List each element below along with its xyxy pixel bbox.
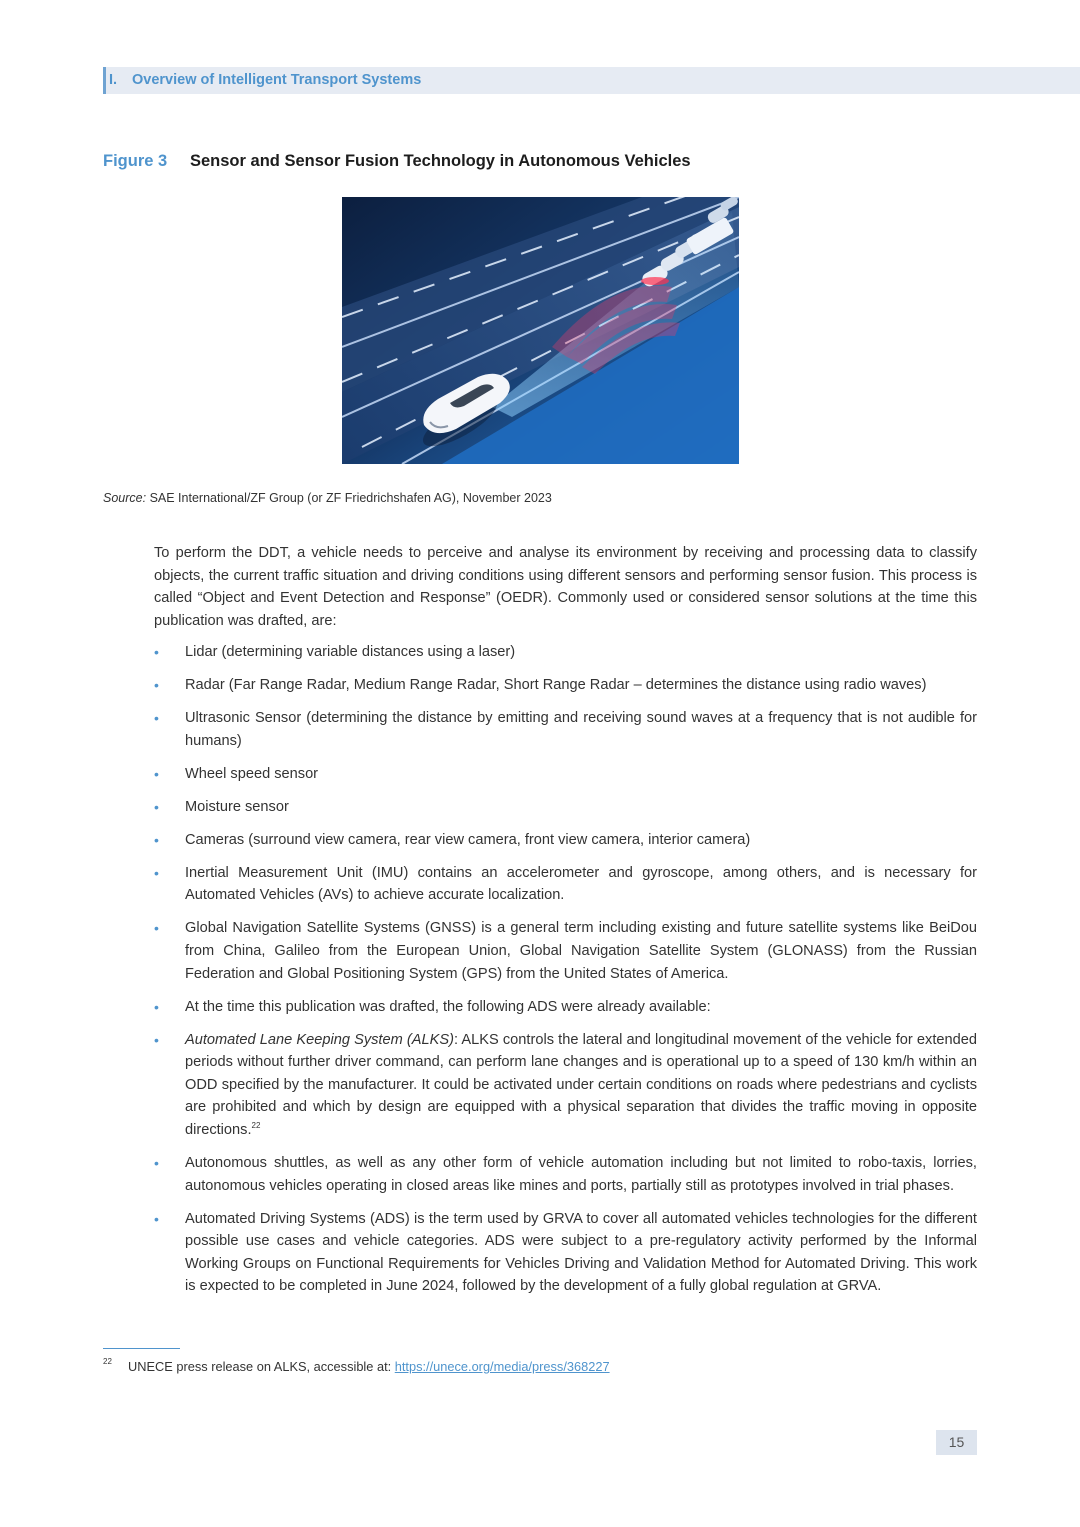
list-item — [154, 763, 977, 786]
list-item — [154, 829, 977, 852]
footnote-link[interactable]: https://unece.org/media/press/368227 — [394, 1359, 610, 1374]
alks-term: Automated Lane Keeping System (ALKS) — [185, 1031, 454, 1048]
footnote-text — [128, 1359, 610, 1374]
figure-image — [342, 197, 739, 464]
list-item-text: Cameras (surround view camera, rear view camera, front view camera, interior camera) — [185, 831, 751, 848]
bullet-icon: • — [154, 1210, 159, 1227]
list-item — [154, 641, 977, 664]
figure-title: Sensor and Sensor Fusion Technology in Autonomous Vehicles — [190, 152, 691, 170]
footnote-ref[interactable]: 22 — [251, 1121, 261, 1131]
bullet-icon: • — [154, 920, 159, 937]
footnote-body: UNECE press release on ALKS, accessible at: — [128, 1359, 395, 1374]
list-item-text: Global Navigation Satellite Systems (GNSS) is a general term including existing and future satellite systems like BeiDou from China, Galileo from the European Union, Global Navigation Satellite System (GLONASS) from the Russian Federation and Global Positioning System (GPS) from the United States of America. — [185, 920, 977, 982]
bullet-icon: • — [154, 677, 159, 694]
header-accent-bar — [103, 67, 106, 94]
list-item — [154, 1208, 977, 1298]
section-header — [103, 67, 1080, 94]
bullet-icon: • — [154, 644, 159, 661]
list-item — [154, 917, 977, 985]
list-item — [154, 674, 977, 697]
alks-text: : ALKS controls the lateral and longitudinal movement of the vehicle for extended periods without further driver command, can perform lane changes and is operational up to a speed of 130 km/h within an ODD specified by the manufacturer. It could be activated under certain conditions on roads where pedestrians and cyclists are prohibited and which by design are equipped with a physical separation that divides the traffic moving in opposite directions. — [185, 1031, 977, 1138]
list-item-text: Radar (Far Range Radar, Medium Range Radar, Short Range Radar – determines the distance using radio waves) — [185, 677, 927, 694]
bullet-icon: • — [154, 998, 159, 1015]
body-text — [154, 542, 977, 1308]
list-item-text: Wheel speed sensor — [185, 765, 319, 782]
intro-paragraph: To perform the DDT, a vehicle needs to perceive and analyse its environment by receiving and processing data to classify objects, the current traffic situation and driving conditions using different sensors and performing sensor fusion. This process is called “Object and Event Detection and Response” (OEDR). Commonly used or considered sensor solutions at the time this publication was drafted, are: — [154, 545, 977, 629]
bullet-icon: • — [154, 710, 159, 727]
bullet-icon: • — [154, 1154, 159, 1171]
list-item-text: Autonomous shuttles, as well as any other form of vehicle automation including but not limited to robo-taxis, lorries, autonomous vehicles operating in closed areas like mines and ports, partially still as prototypes involved in trial phases. — [185, 1154, 977, 1194]
list-item-text: Inertial Measurement Unit (IMU) contains an accelerometer and gyroscope, among others, and is necessary for Automated Vehicles (AVs) to achieve accurate localization. — [185, 864, 977, 904]
page-number-box — [936, 1430, 977, 1455]
list-item-text: Lidar (determining variable distances using a laser) — [185, 644, 516, 661]
list-item-text: Moisture sensor — [185, 798, 289, 815]
list-item — [154, 1029, 977, 1142]
footnote-divider — [103, 1348, 180, 1349]
list-item-text: Automated Driving Systems (ADS) is the term used by GRVA to cover all automated vehicles technologies for the different possible use cases and vehicle categories. ADS were subject to a pre-regulatory activity performed by the Informal Working Groups on Functional Requirements for Vehicles Driving and Validation Method for Automated Driving. This work is expected to be completed in June 2024, followed by the development of a fully global regulation at GRVA. — [185, 1210, 977, 1295]
figure-source — [103, 491, 552, 505]
list-item — [154, 796, 977, 819]
list-item-text: Ultrasonic Sensor (determining the distance by emitting and receiving sound waves at a frequency that is not audible for humans) — [185, 710, 977, 749]
sensor-list — [154, 641, 977, 1298]
bullet-icon: • — [154, 798, 159, 815]
bullet-icon: • — [154, 765, 159, 782]
section-number: I. — [109, 72, 118, 88]
list-item — [154, 1152, 977, 1197]
source-text: SAE International/ZF Group (or ZF Friedrichshafen AG), November 2023 — [146, 491, 552, 505]
source-prefix: Source: — [103, 491, 147, 505]
list-item — [154, 996, 977, 1019]
bullet-icon: • — [154, 864, 159, 881]
list-item-text: At the time this publication was drafted, the following ADS were already available: — [185, 998, 711, 1015]
list-item — [154, 707, 977, 752]
bullet-icon: • — [154, 831, 159, 848]
figure-label: Figure 3 — [103, 152, 168, 170]
section-title: Overview of Intelligent Transport Systems — [132, 72, 422, 88]
page-number: 15 — [948, 1434, 965, 1450]
list-item — [154, 862, 977, 907]
bullet-icon: • — [154, 1031, 159, 1048]
footnote-number: 22 — [103, 1357, 112, 1366]
